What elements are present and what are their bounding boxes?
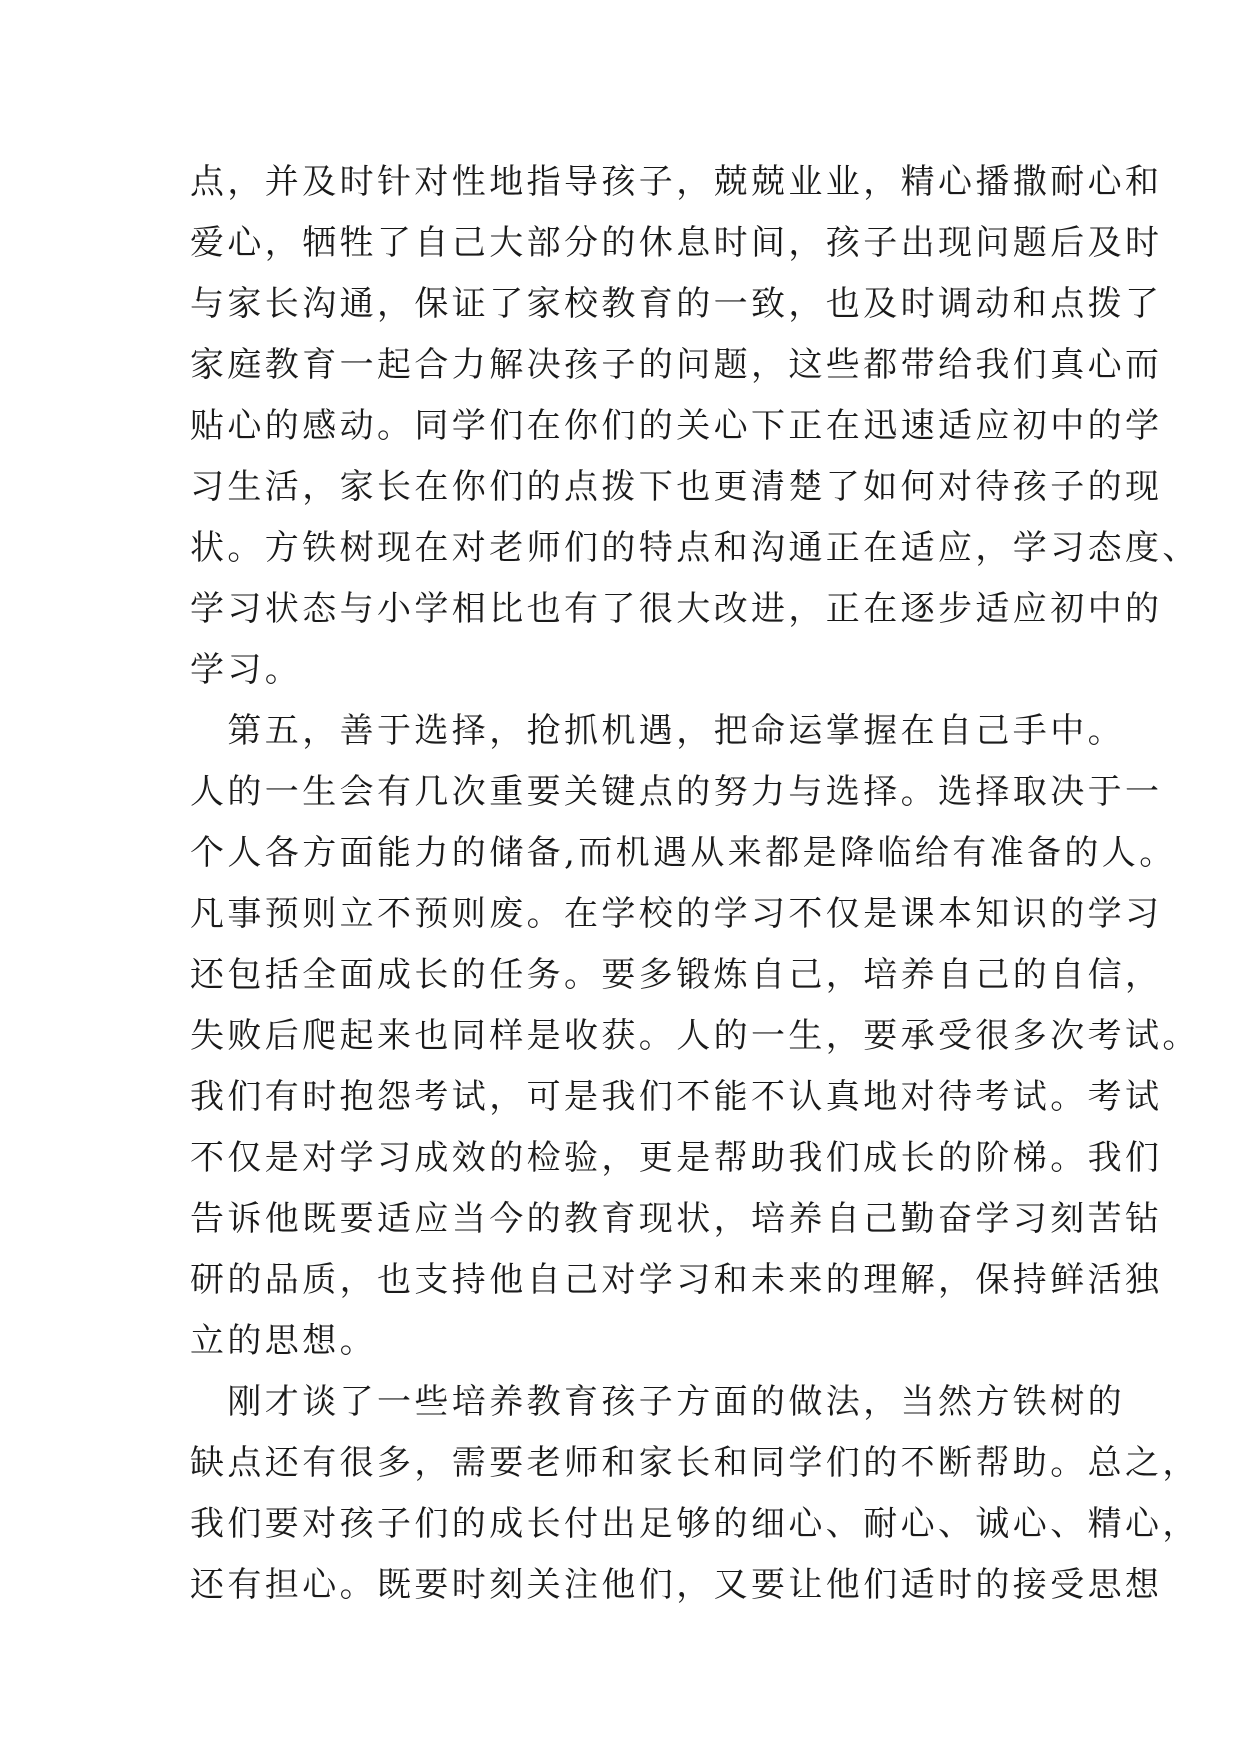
text-line: 立的思想。: [190, 1321, 377, 1361]
text-line: 不仅是对学习成效的检验，更是帮助我们成长的阶梯。我们: [190, 1138, 1163, 1178]
text-line: 状。方铁树现在对老师们的特点和沟通正在适应，学习态度、: [190, 528, 1200, 568]
text-line: 研的品质，也支持他自己对学习和未来的理解，保持鲜活独: [190, 1260, 1163, 1300]
text-line: 我们有时抱怨考试，可是我们不能不认真地对待考试。考试: [190, 1077, 1163, 1117]
text-line: 学习状态与小学相比也有了很大改进，正在逐步适应初中的: [190, 589, 1163, 629]
text-line: 我们要对孩子们的成长付出足够的细心、耐心、诚心、精心，: [190, 1504, 1200, 1544]
text-line: 学习。: [190, 650, 303, 690]
text-line: 失败后爬起来也同样是收获。人的一生，要承受很多次考试。: [190, 1016, 1200, 1056]
text-line: 人的一生会有几次重要关键点的努力与选择。选择取决于一: [190, 772, 1163, 812]
text-line: 第五，善于选择，抢抓机遇，把命运掌握在自己手中。: [190, 711, 1125, 751]
text-line: 贴心的感动。同学们在你们的关心下正在迅速适应初中的学: [190, 406, 1163, 446]
body-text: [190, 152, 1200, 1616]
text-line: 习生活，家长在你们的点拨下也更清楚了如何对待孩子的现: [190, 467, 1163, 507]
text-line: 爱心，牺牲了自己大部分的休息时间，孩子出现问题后及时: [190, 223, 1163, 263]
text-line: 还包括全面成长的任务。要多锻炼自己，培养自己的自信，: [190, 955, 1163, 995]
text-line: 个人各方面能力的储备,而机遇从来都是降临给有准备的人。: [190, 833, 1177, 873]
text-line: 告诉他既要适应当今的教育现状，培养自己勤奋学习刻苦钻: [190, 1199, 1163, 1239]
text-line: 与家长沟通，保证了家校教育的一致，也及时调动和点拨了: [190, 284, 1163, 324]
text-line: 缺点还有很多，需要老师和家长和同学们的不断帮助。总之，: [190, 1443, 1200, 1483]
text-line: 还有担心。既要时刻关注他们，又要让他们适时的接受思想: [190, 1565, 1163, 1605]
text-line: 凡事预则立不预则废。在学校的学习不仅是课本知识的学习: [190, 894, 1163, 934]
text-line: 点，并及时针对性地指导孩子，兢兢业业，精心播撒耐心和: [190, 162, 1163, 202]
text-line: 刚才谈了一些培养教育孩子方面的做法，当然方铁树的: [190, 1382, 1125, 1422]
text-line: 家庭教育一起合力解决孩子的问题，这些都带给我们真心而: [190, 345, 1163, 385]
